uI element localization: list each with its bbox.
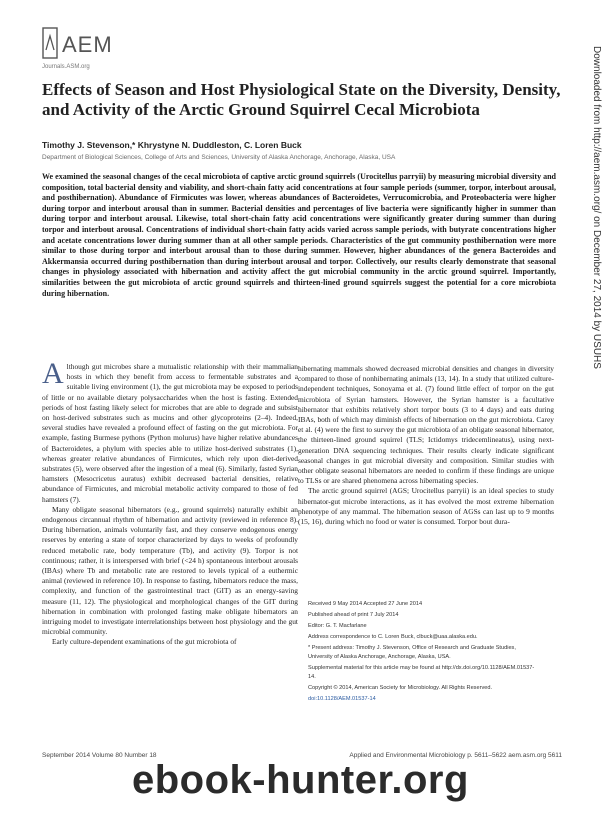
logo-text: AEM [62,32,113,57]
download-note: Downloaded from http://aem.asm.org/ on December 27, 2014 by USUHS [591,46,602,369]
issue-info: September 2014 Volume 80 Number 18 [42,752,157,759]
received-dates: Received 9 May 2014 Accepted 27 June 2014 [308,601,423,607]
editor: Editor: G. T. Macfarlane [308,623,367,629]
affiliation: Department of Biological Sciences, College of Arts and Sciences, University of Alaska Anchorage, Anchorage, Alaska, USA [42,154,396,161]
right-paragraph-2: The arctic ground squirrel (AGS; Urocitellus parryii) is an ideal species to study hibernator-gut microbe interactions, as it has evolved the most extreme hibernation phenotype of any mammal. The hibernation season of AGSs can last up to 9 months (15, 16), during which no food or water is consumed. Torpor bout dura- [298,486,554,527]
body-column-left [42,357,298,648]
watermark: ebook-hunter.org [132,758,469,802]
intro-paragraph-2: Many obligate seasonal hibernators (e.g., ground squirrels) naturally exhibit an endogenous circannual rhythm of hibernation and activity (reviewed in reference 8). During hibernation, animals voluntarily fast, and they conserve endogenous energy reserves by entering a state of torpor characterized by days to weeks of profoundly reduced metabolic rate, body temperature (Tb), and activity (9). Torpor is not continuous; rather, it is interspersed with brief (<24 h) spontaneous interbout arousals (IBAs) where Tb and metabolic rate are restored to levels typical of a euthermic animal (reviewed in reference 10). In response to fasting, hibernators reduce the mass, complexity, and function of the gastrointestinal tract (GIT) as an energy-saving measure (11, 12). The physiological and morphological changes of the GIT during hibernation in combination with prolonged fasting make obligate hibernators an intriguing model to investigate interrelationships between host physiology and the gut microbial community. [42,504,298,637]
doi-link[interactable]: doi:10.1128/AEM.01537-14 [308,696,376,702]
author-list: Timothy J. Stevenson,* Khrystyne N. Duddleston, C. Loren Buck [42,140,302,150]
correspondence: Address correspondence to C. Loren Buck, clbuck@uaa.alaska.edu. [308,634,478,640]
copyright: Copyright © 2014, American Society for Microbiology. All Rights Reserved. [308,685,493,691]
article-title: Effects of Season and Host Physiological State on the Diversity, Density, and Activity of the Arctic Ground Squirrel Cecal Microbiota [42,80,561,119]
paragraph-text: lthough gut microbes share a mutualistic relationship with their mammalian hosts in which they benefit from access to fermentable substrates and a suitable living environment (1), the gut microbiota may be exposed to periods of little or no available dietary polysaccharides when the host is fasting. Extended periods of host fasting likely select for microbes that are able to degrade and subsist on host-derived substrates such as mucins and other glycoproteins (2–4). Indeed, several studies have revealed a profound effect of fasting on the gut microbiota. For example, fasting Burmese pythons (Python molurus) have higher relative abundances of Bacteroidetes, a phylum with species able to utilize host-derived substrates (1), whereas greater relative abundances of Firmicutes, which rely upon diet-derived substrates (5), were observed after the ingestion of a meal (6). Similarly, fasted Syrian hamsters (Mesocricetus auratus) exhibit decreased bacterial densities, relative abundance of Firmicutes, and microbial metabolic activity compared to those of fed hamsters (7). [42,362,298,504]
published-date: Published ahead of print 7 July 2014 [308,612,399,618]
right-paragraph-1: hibernating mammals showed decreased microbial densities and changes in diversity compared to those of nonhibernating animals (13, 14). In a study that utilized culture-independent techniques, Sonoyama et al. (7) found little effect of torpor on the gut microbiota of Syrian hamsters. However, the Syrian hamster is a facultative hibernator that exhibits relatively short torpor bouts (3 to 4 days) and eats during IBAs, both of which may diminish effects of hibernation on the gut microbiota. Carey et al. (4) were the first to survey the gut microbiota of an obligate seasonal hibernator, the thirteen-lined ground squirrel (TLS; Ictidomys tridecemlineatus), using next-generation DNA sequencing techniques. Their results clearly indicate significant seasonal changes in gut microbial diversity and composition. Similar studies with other obligate seasonal hibernators are needed to confirm if these findings are unique to TLSs or are shared phenomena across hibernating species. [298,364,554,486]
journal-logo [42,26,112,74]
aem-logo-icon [42,26,60,62]
drop-cap: A [42,357,64,390]
article-info-box [308,600,540,706]
logo-subtext: Journals.ASM.org [42,64,90,70]
intro-paragraph-1 [42,357,298,505]
body-column-right [298,364,554,527]
journal-page-info: Applied and Environmental Microbiology p. 5611–5622 aem.asm.org 5611 [349,752,562,759]
intro-paragraph-3: Early culture-dependent examinations of the gut microbiota of [52,637,237,647]
present-address: * Present address: Timothy J. Stevenson, Office of Research and Graduate Studies, University of Alaska Anchorage, Anchorage, Alaska, USA. [308,645,516,660]
supplemental-note: Supplemental material for this article may be found at http://dx.doi.org/10.1128/AEM.01537-14. [308,665,535,680]
abstract: We examined the seasonal changes of the cecal microbiota of captive arctic ground squirrels (Urocitellus parryii) by measuring microbial diversity and composition, total bacterial density and viability, and short-chain fatty acid concentrations at four sample periods (summer, torpor, interbout arousal, and posthibernation). Abundance of Firmicutes was lower, whereas abundances of Bacteroidetes, Verrucomicrobia, and Proteobacteria were higher during torpor and interbout arousal than in summer. Bacterial densities and percentages of live bacteria were significantly higher in summer than during torpor and interbout arousal. Likewise, total short-chain fatty acid concentrations were significantly greater during summer than during torpor and interbout arousal. Concentrations of individual short-chain fatty acids varied across sample periods, with butyrate concentrations higher and acetate concentrations lower during summer than at all other sample periods. Characteristics of the gut community posthibernation were more similar to those during torpor and interbout arousal than to those during summer. However, higher abundances of the genera Bacteroides and Akkermansia occurred during posthibernation than during interbout arousal and torpor. Collectively, our results clearly demonstrate that seasonal changes in physiology associated with hibernation and activity affect the gut microbial community in the arctic ground squirrel. Importantly, similarities between the gut microbiota of arctic ground squirrels and thirteen-lined ground squirrels suggest the potential for a core microbiota during hibernation. [42,172,556,298]
